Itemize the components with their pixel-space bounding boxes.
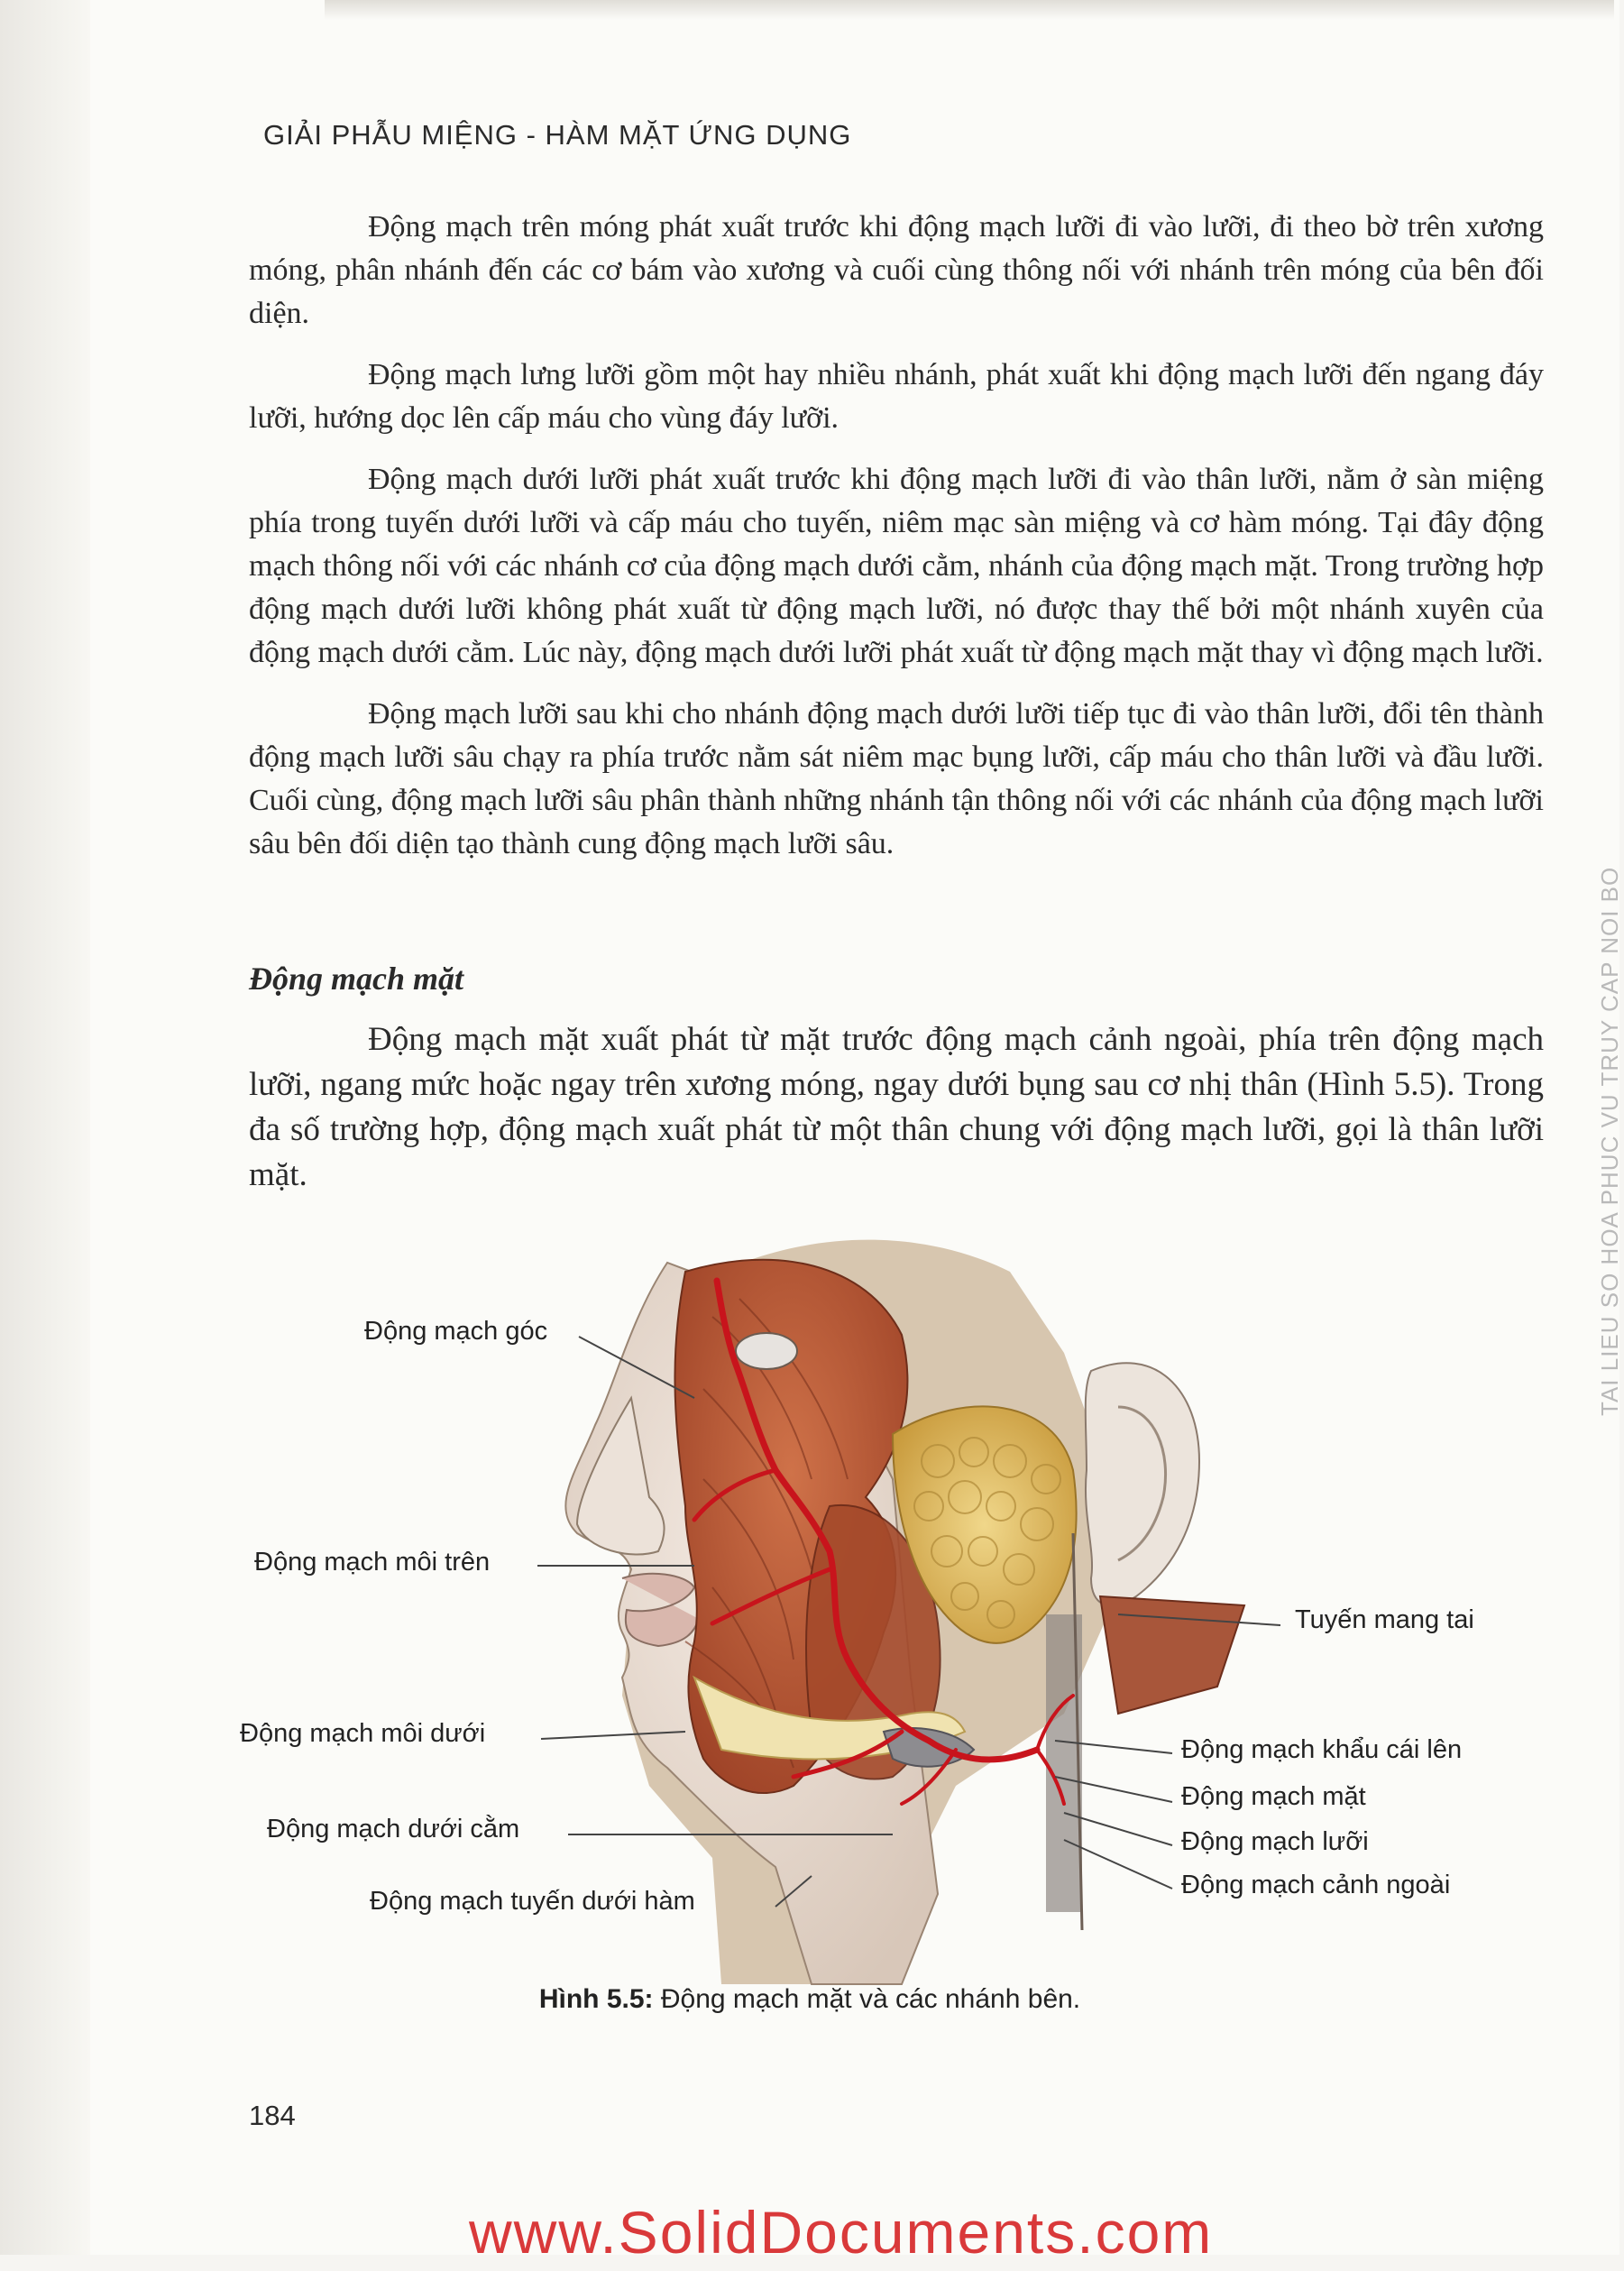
label-ascending-palatine-artery: Động mạch khẩu cái lên	[1181, 1735, 1463, 1764]
figure-facial-artery	[0, 1209, 1619, 1984]
body-text-block	[249, 206, 1544, 884]
label-inferior-labial-artery: Động mạch môi dưới	[240, 1719, 486, 1748]
paragraph-deep-lingual-artery: Động mạch lưỡi sau khi cho nhánh động mạch dưới lưỡi tiếp tục đi vào thân lưỡi, đổi tên thành động mạch lưỡi sâu chạy ra phía trước nằm sát niêm mạc bụng lưỡi, cấp máu cho thân lưỡi và đầu lưỡi. Cuối cùng, động mạch lưỡi sâu phân thành những nhánh tận thông nối với các nhánh của động mạch lưỡi sâu bên đối diện tạo thành cung động mạch lưỡi sâu.	[249, 697, 1544, 860]
label-angular-artery: Động mạch góc	[364, 1317, 548, 1346]
watermark-bottom: www.SolidDocuments.com	[469, 2199, 1214, 2266]
label-superior-labial-artery: Động mạch môi trên	[254, 1548, 491, 1577]
anatomy-illustration	[0, 1209, 1619, 1984]
scan-top-shadow	[325, 0, 1614, 20]
eye-shape	[736, 1333, 797, 1369]
ear-shape	[1086, 1363, 1199, 1605]
label-parotid-gland: Tuyến mang tai	[1295, 1605, 1474, 1634]
paragraph-dorsal-lingual-artery: Động mạch lưng lưỡi gồm một hay nhiều nhánh, phát xuất khi động mạch lưỡi đến ngang đáy lưỡi, hướng dọc lên cấp máu cho vùng đáy lưỡi.	[249, 358, 1544, 435]
figure-caption	[0, 1984, 1619, 2015]
paragraph-suprahyoid-artery: Động mạch trên móng phát xuất trước khi động mạch lưỡi đi vào lưỡi, đi theo bờ trên xương móng, phân nhánh đến các cơ bám vào xương và cuối cùng thông nối với nhánh trên móng của bên đối diện.	[249, 210, 1544, 330]
label-lingual-artery: Động mạch lưỡi	[1181, 1827, 1369, 1856]
label-submental-artery: Động mạch dưới cằm	[267, 1815, 520, 1843]
page-number: 184	[249, 2100, 296, 2131]
section-heading: Động mạch mặt	[249, 961, 464, 997]
label-external-carotid-artery: Động mạch cảnh ngoài	[1181, 1871, 1451, 1899]
section-body	[249, 1017, 1544, 1216]
caption-label: Hình 5.5:	[538, 1984, 654, 2014]
watermark-side-text: TAI LIEU SO HOA PHUC VU TRUY CAP NOI BO	[1596, 866, 1623, 1416]
paragraph-sublingual-artery: Động mạch dưới lưỡi phát xuất trước khi động mạch lưỡi đi vào thân lưỡi, nằm ở sàn miệng phía trong tuyến dưới lưỡi và cấp máu cho tuyến, niêm mạc sàn miệng và cơ hàm móng. Tại đây động mạch thông nối với các nhánh cơ của động mạch dưới cằm, nhánh của động mạch mặt. Trong trường hợp động mạch dưới lưỡi không phát xuất từ động mạch lưỡi, nó được thay thế bởi một nhánh xuyên của động mạch dưới cằm. Lúc này, động mạch dưới lưỡi phát xuất từ động mạch mặt thay vì động mạch lưỡi.	[249, 463, 1544, 669]
label-submandibular-gland-artery: Động mạch tuyến dưới hàm	[370, 1887, 695, 1916]
paragraph-facial-artery: Động mạch mặt xuất phát từ mặt trước động mạch cảnh ngoài, phía trên động mạch lưỡi, ngang mức hoặc ngay trên xương móng, ngay dưới bụng sau cơ nhị thân (Hình 5.5). Trong đa số trường hợp, động mạch xuất phát từ một thân chung với động mạch lưỡi, gọi là thân lưỡi mặt.	[249, 1021, 1544, 1193]
running-header: GIẢI PHẪU MIỆNG - HÀM MẶT ỨNG DỤNG	[263, 119, 852, 151]
label-facial-artery: Động mạch mặt	[1181, 1782, 1366, 1811]
caption-text: Động mạch mặt và các nhánh bên.	[653, 1984, 1081, 2014]
